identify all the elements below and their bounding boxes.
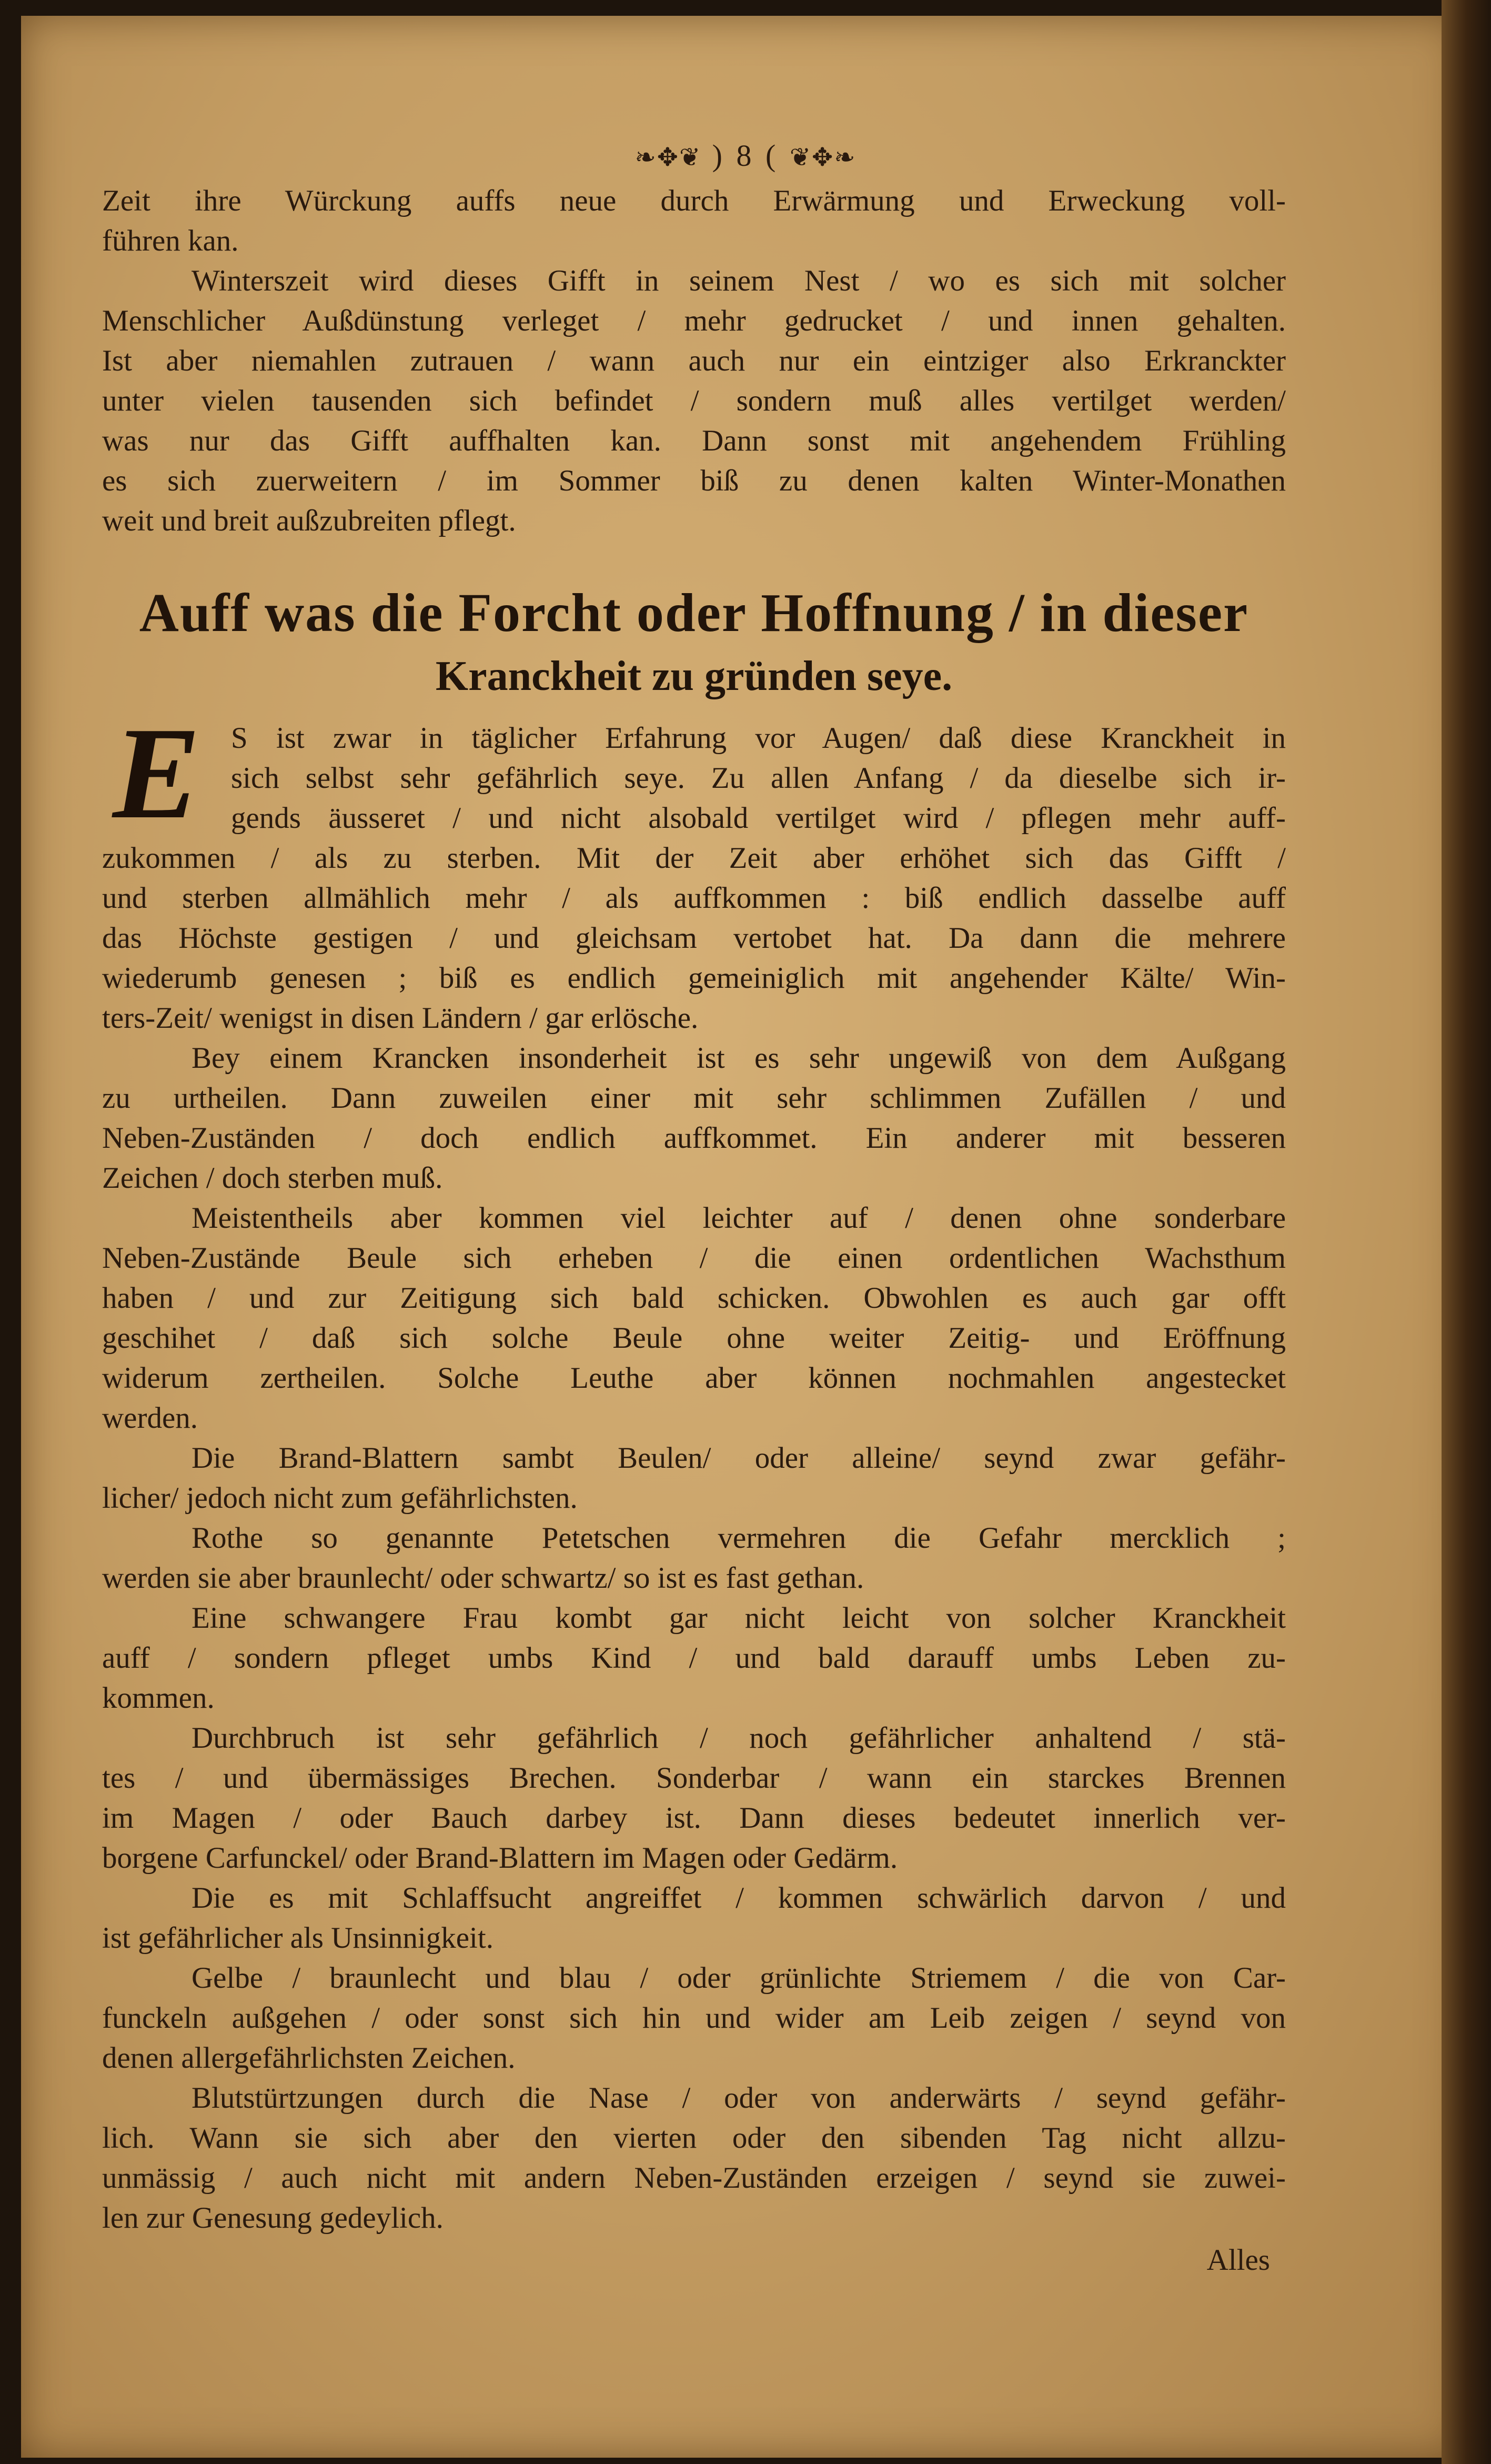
text-line: und sterben allmählich mehr / als auffkommen : biß endlich dasselbe auff bbox=[102, 882, 1286, 915]
text-line: Neben-Zuständen / doch endlich auffkommet. Ein anderer mit besseren bbox=[102, 1121, 1286, 1155]
text-line: tes / und übermässiges Brechen. Sonderbar / wann ein starckes Brennen bbox=[102, 1761, 1286, 1795]
text-line: gends äusseret / und nicht alsobald vertilget wird / pflegen mehr auff- bbox=[231, 802, 1286, 835]
text-line: Die es mit Schlaffsucht angreiffet / kommen schwärlich darvon / und bbox=[192, 1881, 1286, 1915]
text-block-top bbox=[102, 181, 1286, 541]
catchword: Alles bbox=[1206, 2243, 1270, 2277]
section-heading-line-1: Auff was die Forcht oder Hoffnung / in dieser bbox=[139, 583, 1249, 643]
scan-edge bbox=[1442, 0, 1491, 2464]
paren-left: ) bbox=[712, 138, 726, 173]
text-line: im Magen / oder Bauch darbey ist. Dann dieses bedeutet innerlich ver- bbox=[102, 1801, 1286, 1835]
text-line: lich. Wann sie sich aber den vierten oder den sibenden Tag nicht allzu- bbox=[102, 2121, 1286, 2155]
text-line: zukommen / als zu sterben. Mit der Zeit aber erhöhet sich das Gifft / bbox=[102, 842, 1286, 875]
text-line: Gelbe / braunlecht und blau / oder grünlichte Striemem / die von Car- bbox=[192, 1961, 1286, 1995]
running-head bbox=[0, 138, 1491, 173]
text-line: Die Brand-Blattern sambt Beulen/ oder alleine/ seynd zwar gefähr- bbox=[192, 1441, 1286, 1475]
text-line: kommen. bbox=[102, 1681, 215, 1715]
text-line: weit und breit außzubreiten pflegt. bbox=[102, 504, 516, 537]
text-line: licher/ jedoch nicht zum gefährlichsten. bbox=[102, 1481, 578, 1515]
text-line: Ist aber niemahlen zutrauen / wann auch nur ein eintziger also Erkranckter bbox=[102, 344, 1286, 377]
text-line: len zur Genesung gedeylich. bbox=[102, 2201, 444, 2235]
text-line: Eine schwangere Frau kombt gar nicht leicht von solcher Kranckheit bbox=[192, 1601, 1286, 1635]
text-line: Durchbruch ist sehr gefährlich / noch gefährlicher anhaltend / stä- bbox=[192, 1721, 1286, 1755]
drop-cap: E bbox=[113, 700, 200, 846]
text-line: geschihet / daß sich solche Beule ohne weiter Zeitig- und Eröffnung bbox=[102, 1321, 1286, 1355]
text-line: was nur das Gifft auffhalten kan. Dann sonst mit angehendem Frühling bbox=[102, 424, 1286, 457]
text-line: unmässig / auch nicht mit andern Neben-Zuständen erzeigen / seynd sie zuwei- bbox=[102, 2161, 1286, 2195]
text-line: ist gefährlicher als Unsinnigkeit. bbox=[102, 1921, 493, 1955]
section-heading-line-2: Kranckheit zu gründen seye. bbox=[435, 653, 953, 699]
text-line: zu urtheilen. Dann zuweilen einer mit sehr schlimmen Zufällen / und bbox=[102, 1081, 1286, 1115]
ornament-left-icon: ❧✥❦ bbox=[634, 144, 702, 172]
text-line: unter vielen tausenden sich befindet / sondern muß alles vertilget werden/ bbox=[102, 384, 1286, 417]
text-line: haben / und zur Zeitigung sich bald schicken. Obwohlen es auch gar offt bbox=[102, 1281, 1286, 1315]
text-line: Blutstürtzungen durch die Nase / oder von anderwärts / seynd gefähr- bbox=[192, 2081, 1286, 2115]
page-number: 8 bbox=[736, 138, 755, 173]
text-line: Rothe so genannte Petetschen vermehren die Gefahr mercklich ; bbox=[192, 1521, 1286, 1555]
text-block-main bbox=[102, 718, 1286, 2238]
text-line: Neben-Zustände Beule sich erheben / die einen ordentlichen Wachsthum bbox=[102, 1241, 1286, 1275]
text-line: ters-Zeit/ wenigst in disen Ländern / gar erlösche. bbox=[102, 1001, 699, 1035]
text-line: Zeichen / doch sterben muß. bbox=[102, 1161, 443, 1195]
text-line: werden. bbox=[102, 1401, 198, 1435]
text-line: wiederumb genesen ; biß es endlich gemeiniglich mit angehender Kälte/ Win- bbox=[102, 961, 1286, 995]
text-line: Meistentheils aber kommen viel leichter auf / denen ohne sonderbare bbox=[192, 1201, 1286, 1235]
text-line: borgene Carfunckel/ oder Brand-Blattern im Magen oder Gedärm. bbox=[102, 1841, 898, 1875]
paren-right: ( bbox=[765, 138, 779, 173]
text-line: S ist zwar in täglicher Erfahrung vor Augen/ daß diese Kranckheit in bbox=[231, 722, 1286, 755]
text-line: funckeln außgehen / oder sonst sich hin und wider am Leib zeigen / seynd von bbox=[102, 2001, 1286, 2035]
text-line: auff / sondern pfleget umbs Kind / und bald darauff umbs Leben zu- bbox=[102, 1641, 1286, 1675]
text-line: werden sie aber braunlecht/ oder schwartz/ so ist es fast gethan. bbox=[102, 1561, 864, 1595]
text-line: Bey einem Krancken insonderheit ist es sehr ungewiß von dem Außgang bbox=[192, 1041, 1286, 1075]
text-line: widerum zertheilen. Solche Leuthe aber können nochmahlen angestecket bbox=[102, 1361, 1286, 1395]
text-line: denen allergefährlichsten Zeichen. bbox=[102, 2041, 516, 2075]
text-line: führen kan. bbox=[102, 224, 239, 257]
text-line: Menschlicher Außdünstung verleget / mehr gedrucket / und innen gehalten. bbox=[102, 304, 1286, 337]
ornament-right-icon: ❦✥❧ bbox=[789, 144, 857, 172]
text-line: sich selbst sehr gefährlich seye. Zu allen Anfang / da dieselbe sich ir- bbox=[231, 762, 1286, 795]
text-line: Zeit ihre Würckung auffs neue durch Erwärmung und Erweckung voll- bbox=[102, 184, 1286, 217]
text-line: es sich zuerweitern / im Sommer biß zu denen kalten Winter-Monathen bbox=[102, 464, 1286, 497]
text-line: das Höchste gestigen / und gleichsam vertobet hat. Da dann die mehrere bbox=[102, 922, 1286, 955]
text-line: Winterszeit wird dieses Gifft in seinem Nest / wo es sich mit solcher bbox=[192, 264, 1286, 297]
